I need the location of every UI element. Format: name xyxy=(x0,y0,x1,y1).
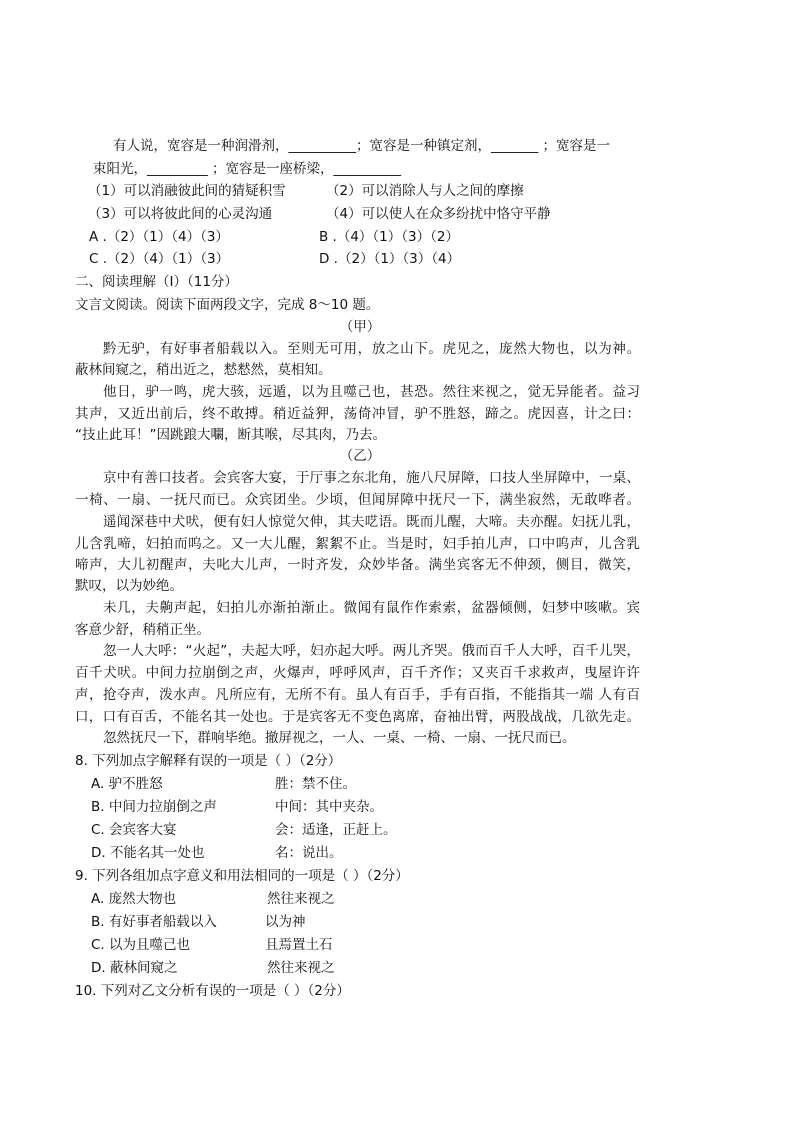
q7-option-1: （1）可以消融彼此间的猜疑积雪 xyxy=(88,183,286,199)
passage-b-line: 百千犬吠。中间力拉崩倒之声，火爆声，呼呼风声，百千齐作；又夹百千求救声，曳屋许许 xyxy=(75,665,640,681)
passage-b-line: 声，抢夺声，泼水声。凡所应有，无所不有。虽人有百手，手有百指，不能指其一端 人有百 xyxy=(75,687,640,703)
passage-b-line: 默叹，以为妙绝。 xyxy=(75,578,183,594)
section-intro: 文言文阅读。阅读下面两段文字，完成 8～10 题。 xyxy=(75,297,380,313)
q9-option-c-left: C. 以为且噬己也 xyxy=(91,937,191,953)
passage-a-label: （甲） xyxy=(339,319,381,335)
q8-option-a-explain: 胜：禁不住。 xyxy=(275,776,356,792)
passage-b-label: （乙） xyxy=(339,448,381,464)
passage-a-line: 蔽林间窥之，稍出近之，慭慭然，莫相知。 xyxy=(75,362,332,378)
q7-choice-a: A .（2）（1）（4）（3） xyxy=(89,229,229,245)
q9-option-d-right: 然往来视之 xyxy=(267,960,335,976)
passage-b-line: 遥闻深巷中犬吠，便有妇人惊觉欠伸，其夫呓语。既而儿醒，大啼。夫亦醒。妇抚儿乳， xyxy=(103,514,640,530)
q8-option-d-text: D. 不能名其一处也 xyxy=(91,845,205,861)
passage-a-line: 其声，又近出前后，终不敢搏。稍近益狎，荡倚冲冒，驴不胜怒，蹄之。虎因喜，计之曰： xyxy=(75,406,640,422)
passage-b-line: 客意少舒，稍稍正坐。 xyxy=(75,622,210,638)
q9-option-a-left: A. 庞然大物也 xyxy=(91,891,177,907)
q7-option-2: （2）可以消除人与人之间的摩擦 xyxy=(326,183,524,199)
passage-a-line: “技止此耳！”因跳踉大㘚，断其喉，尽其肉，乃去。 xyxy=(75,427,386,443)
q8-option-d-explain: 名：说出。 xyxy=(275,845,343,861)
q7-choice-b: B .（4）（1）（3）（2） xyxy=(319,229,459,245)
q8-option-a-text: A. 驴不胜怒 xyxy=(91,776,163,792)
q9-option-b-right: 以为神 xyxy=(265,914,306,930)
q7-choice-c: C .（2）（4）（1）（3） xyxy=(89,251,230,267)
q7-line-1: 有人说，宽容是一种润滑剂，__________；宽容是一种镇定剂，_______ ；宽容是一 xyxy=(113,138,611,154)
passage-a-line: 他日，驴一鸣，虎大骇，远遁，以为且噬己也，甚恐。然往来视之，觉无异能者。益习 xyxy=(103,384,640,400)
q9-option-d-left: D. 蔽林间窥之 xyxy=(91,960,178,976)
q7-line-2: 束阳光，_________ ；宽容是一座桥梁，__________ xyxy=(93,161,402,177)
q8-option-c-text: C. 会宾客大宴 xyxy=(91,822,177,838)
q7-option-3: （3）可以将彼此间的心灵沟通 xyxy=(88,206,273,222)
q7-option-4: （4）可以使人在众多纷扰中恪守平静 xyxy=(326,206,551,222)
passage-b-line: 啼声，大儿初醒声，夫叱大儿声，一时齐发，众妙毕备。满坐宾客无不伸颈，侧目，微笑， xyxy=(75,557,640,573)
q9-option-c-right: 且焉置土石 xyxy=(265,937,333,953)
passage-b-line: 一椅、一扇、一抚尺而已。众宾团坐。少顷，但闻屏障中抚尺一下，满坐寂然，无敢哗者。 xyxy=(75,492,640,508)
q8-option-b-explain: 中间：其中夹杂。 xyxy=(275,799,383,815)
q7-choice-d: D .（2）（1）（3）（4） xyxy=(319,251,461,267)
q9-stem: 9. 下列各组加点字意义和用法相同的一项是（ ）（2分） xyxy=(75,868,409,884)
passage-b-line: 未几，夫齁声起，妇拍儿亦渐拍渐止。微闻有鼠作作索索，盆器倾侧，妇梦中咳嗽。宾 xyxy=(103,600,640,616)
q8-option-b-text: B. 中间力拉崩倒之声 xyxy=(91,799,217,815)
passage-b-line: 口，口有百舌，不能名其一处也。于是宾客无不变色离席，奋袖出臂，两股战战，几欲先走。 xyxy=(75,709,640,725)
passage-b-line: 京中有善口技者。会宾客大宴，于厅事之东北角，施八尺屏障，口技人坐屏障中，一桌、 xyxy=(103,470,640,486)
q8-option-c-explain: 会：适逢，正赶上。 xyxy=(275,822,397,838)
q9-option-a-right: 然往来视之 xyxy=(267,891,335,907)
passage-b-line: 忽然抚尺一下，群响毕绝。撤屏视之，一人、一桌、一椅、一扇、一抚尺而已。 xyxy=(103,730,576,746)
q10-stem: 10. 下列对乙文分析有误的一项是（ ）（2分） xyxy=(75,983,350,999)
q9-option-b-left: B. 有好事者船载以入 xyxy=(91,914,217,930)
passage-b-line: 儿含乳啼，妇拍而呜之。又一大儿醒，絮絮不止。当是时，妇手拍儿声，口中呜声，儿含乳 xyxy=(75,536,640,552)
section-heading: 二、阅读理解（Ⅰ）（11分） xyxy=(75,274,238,290)
q8-stem: 8. 下列加点字解释有误的一项是（ ）（2分） xyxy=(75,753,342,769)
passage-b-line: 忽一人大呼：“火起”，夫起大呼，妇亦起大呼。两儿齐哭。俄而百千人大呼，百千儿哭， xyxy=(103,643,640,659)
passage-a-line: 黔无驴，有好事者船载以入。至则无可用，放之山下。虎见之，庞然大物也，以为神。 xyxy=(103,341,640,357)
